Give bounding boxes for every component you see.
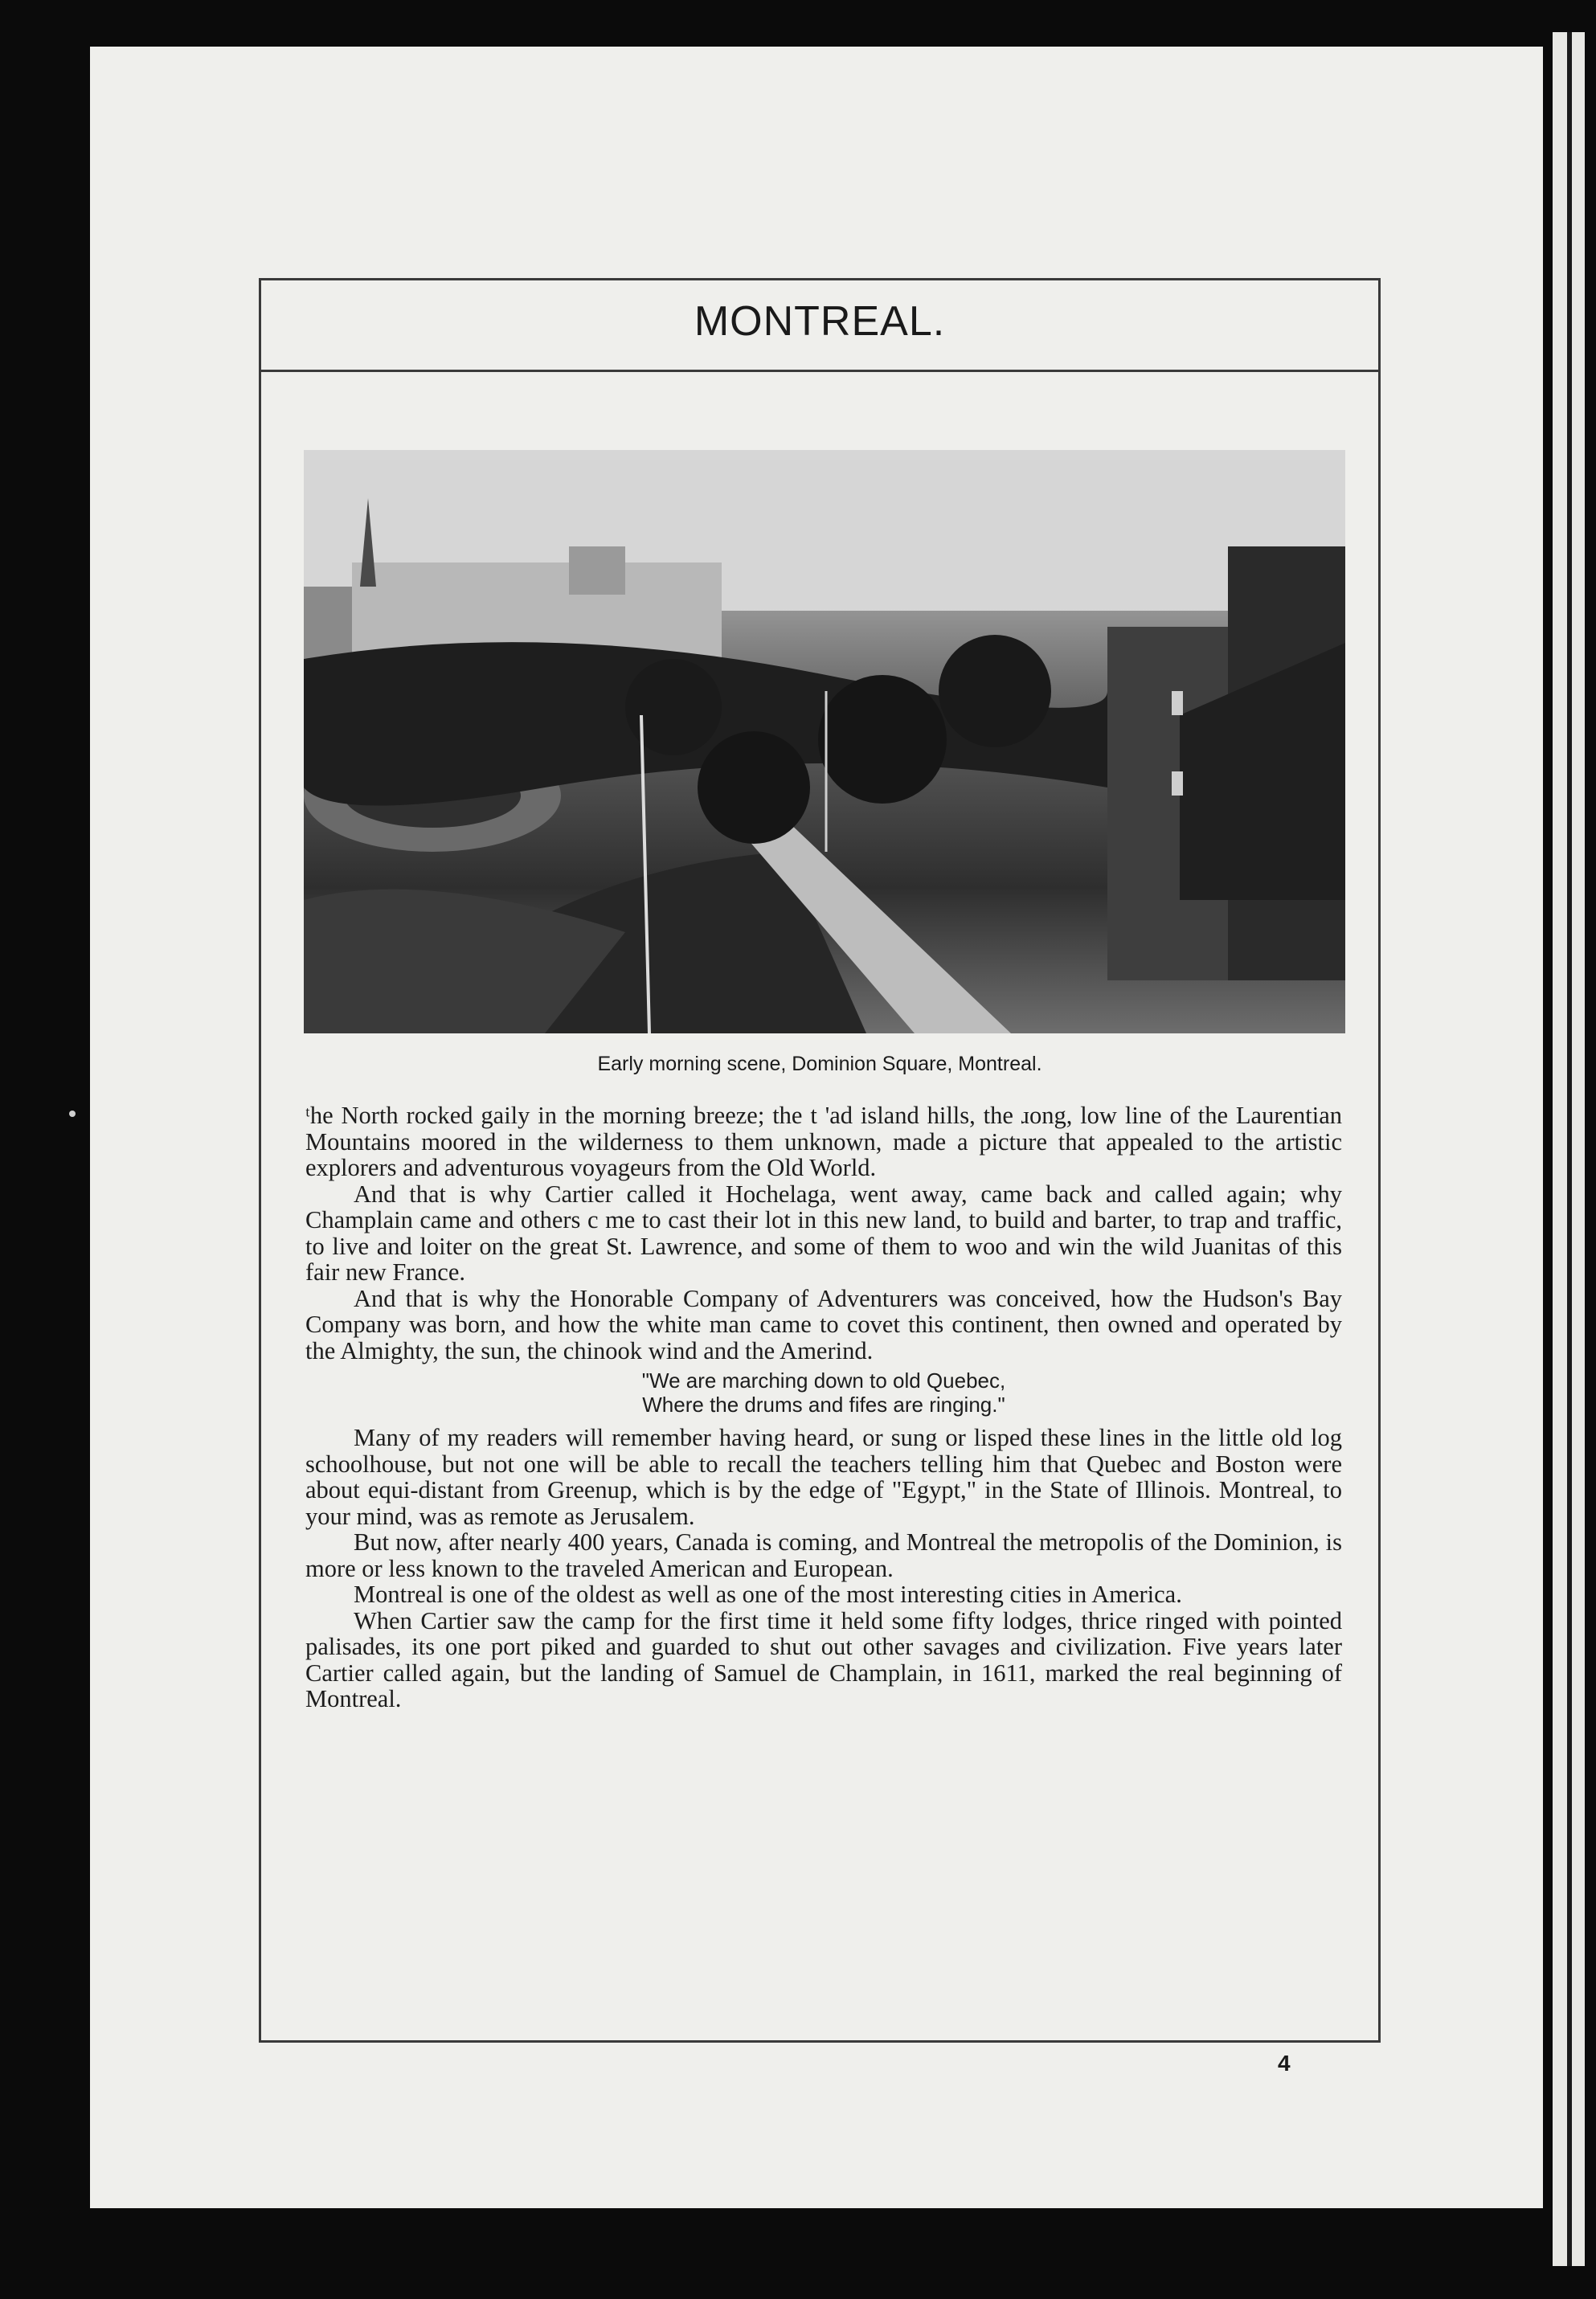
paragraph: But now, after nearly 400 years, Canada is coming, and Montreal the metropolis of the Dominion, is more or less known to the traveled American and European.	[305, 1528, 1342, 1582]
paragraph: When Cartier saw the camp for the first time it held some fifty lodges, thrice ringed with pointed palisades, its one port piked and guarded to shut out other savages and civilization. Five years later Cartier called again, but the landing of Samuel de Champlain, in 1611, marked the real beginning of Montreal.	[305, 1606, 1342, 1712]
paragraph: Montreal is one of the oldest as well as one of the most interesting cities in America.	[354, 1581, 1182, 1608]
film-speck	[69, 1111, 76, 1117]
paragraph: And that is why the Honorable Company of Adventurers was conceived, how the Hudson's Bay Company was born, and how the white man came to covet this continent, then owned and operated by the Almighty, the sun, the chinook wind and the Amerind.	[305, 1284, 1342, 1364]
paragraph: And that is why Cartier called it Hochelaga, went away, came back and called again; why Champlain came and others c me to cast their lot in this new land, to build and barter, to trap and traffic, to live and loiter on the great St. Lawrence, and some of them to woo and win the wild Juanitas of this fair new France.	[305, 1180, 1342, 1286]
paragraph: ᵗhe North rocked gaily in the morning breeze; the t 'ad island hills, the ɹong, low line of the Laurentian Mountains moored in the wilderness to them unknown, made a picture that appealed to the artistic explorers and adventurous voyageurs from the Old World.	[305, 1102, 1342, 1181]
page-number: 4	[1278, 2051, 1291, 2076]
title-divider	[259, 370, 1381, 372]
page-title: MONTREAL.	[694, 298, 946, 345]
quote-line: "We are marching down to old Quebec,	[641, 1368, 1006, 1393]
photo-caption: Early morning scene, Dominion Square, Montreal.	[597, 1053, 1042, 1075]
quote-line: Where the drums and fifes are ringing."	[642, 1393, 1005, 1417]
song-quote	[305, 1368, 1342, 1417]
paragraph: Many of my readers will remember having heard, or sung or lisped these lines in the little old log schoolhouse, but not one will be able to recall the teachers telling him that Quebec and Boston were about equi-distant from Greenup, which is by the edge of "Egypt," in the State of Illinois. Montreal, to your mind, was as remote as Jerusalem.	[305, 1424, 1342, 1530]
article-body	[305, 1102, 1342, 1712]
adjacent-page-edge	[1553, 32, 1585, 2266]
film-edge-line	[1567, 32, 1572, 2266]
dominion-square-photo	[304, 450, 1345, 1033]
